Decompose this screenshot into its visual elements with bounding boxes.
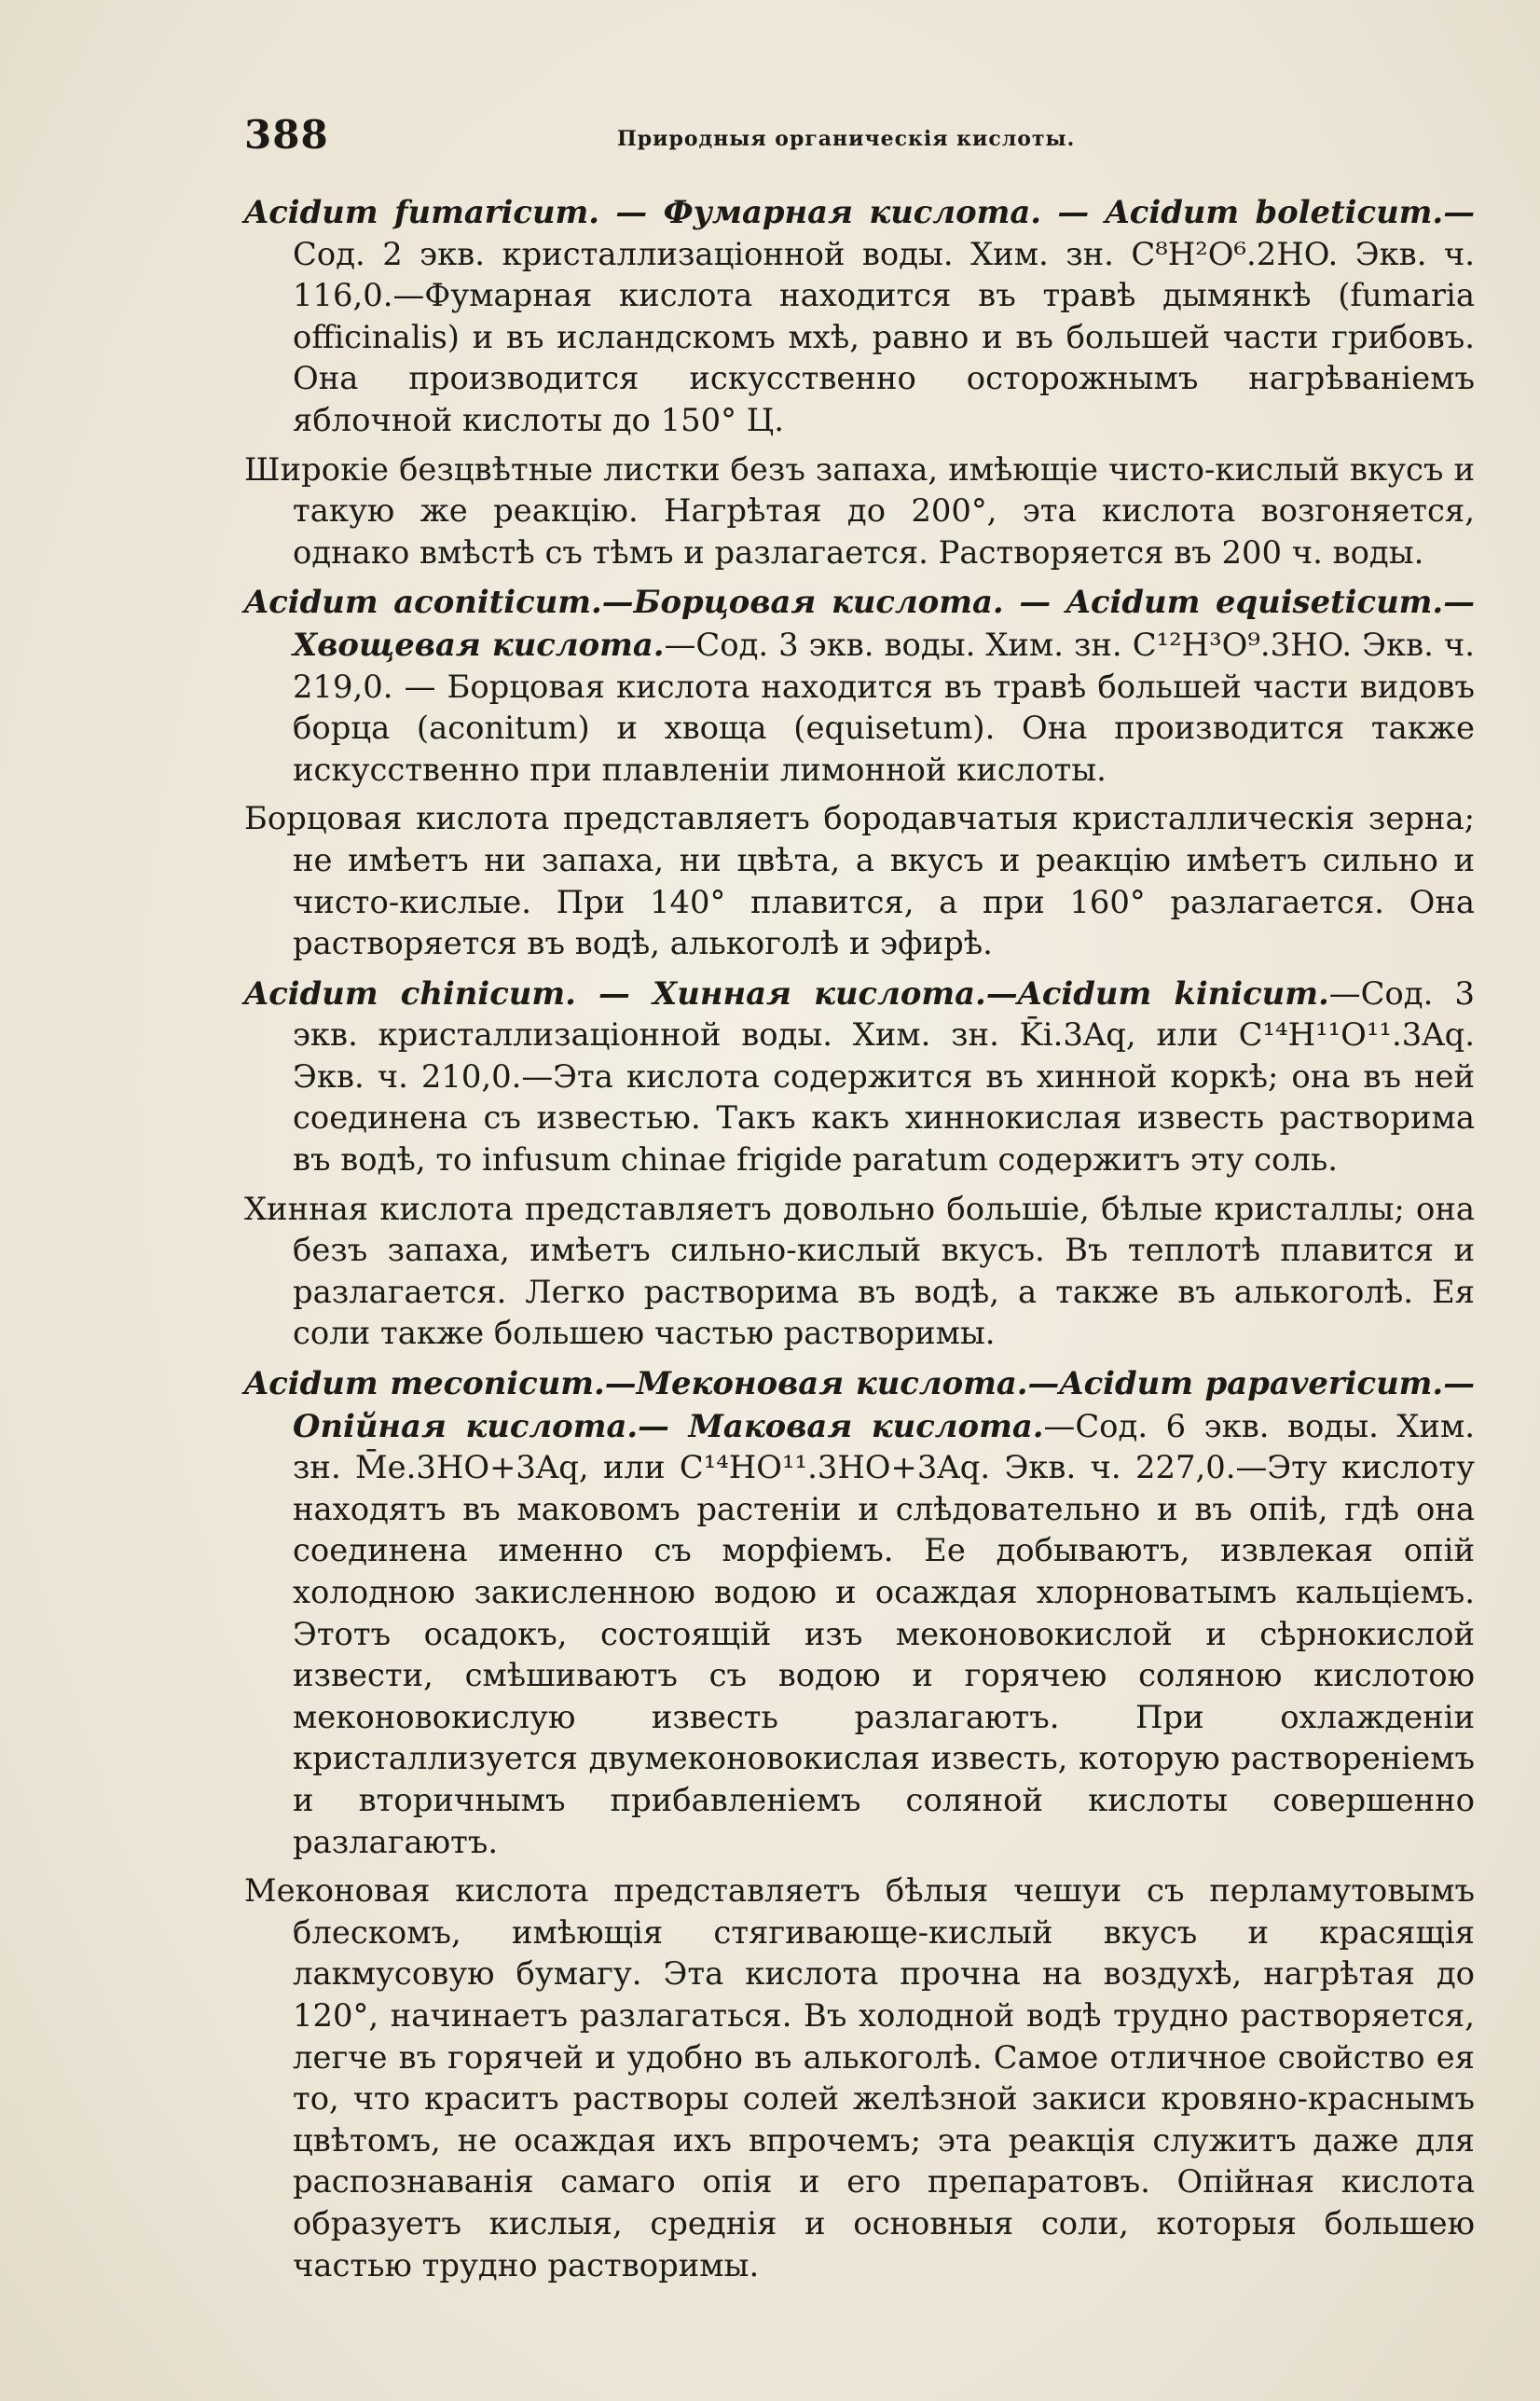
entry-heading: Acidum meconicum.—Меконовая кислота.—Acidum papavericum.— Опійная кислота.— Маковая кислота.	[244, 1364, 1475, 1444]
page-header	[244, 112, 1447, 168]
entry-description: Хинная кислота представляетъ довольно большіе, бѣлые кристаллы; она безъ запаха, имѣетъ сильно-кислый вкусъ. Въ теплотѣ плавится и разлагается. Легко растворима въ водѣ, а также въ алькоголѣ. Ея соли также большею частью растворимы.	[244, 1190, 1475, 1352]
entry-fumaric	[244, 191, 1475, 442]
page-number: 388	[244, 112, 329, 158]
entry-heading: Acidum aconiticum.—Борцовая кислота. — Acidum equiseticum.— Хвощевая кислота.	[244, 583, 1475, 663]
entry-description: Борцовая кислота представляетъ бородавчатыя кристаллическія зерна; не имѣетъ ни запаха, ни цвѣта, а вкусъ и реакцію имѣетъ сильно и чисто-кислые. При 140° плавится, а при 160° разлагается. Она растворяется въ водѣ, алькоголѣ и эфирѣ.	[244, 800, 1475, 962]
entry-text: —Сод. 3 экв. воды. Хим. зн. C¹²H³O⁹.3HO. Экв. ч. 219,0. — Борцовая кислота находится въ травѣ большей части видовъ борца (aconitum) и хвоща (equisetum). Она производится также искусственно при плавленіи лимонной кислоты.	[293, 626, 1475, 788]
entry-description: Широкіе безцвѣтные листки безъ запаха, имѣющіе чисто-кислый вкусъ и такую же реакцію. Нагрѣтая до 200°, эта кислота возгоняется, однако вмѣстѣ съ тѣмъ и разлагается. Растворяется въ 200 ч. воды.	[244, 450, 1475, 571]
entry-heading: Acidum chinicum. — Хинная кислота.—Acidum kinicum.	[244, 973, 1329, 1012]
entry-description: Меконовая кислота представляетъ бѣлыя чешуи съ перламутовымъ блескомъ, имѣющія стягивающе-кислый вкусъ и красящія лакмусовую бумагу. Эта кислота прочна на воздухѣ, нагрѣтая до 120°, начинаетъ разлагаться. Въ холодной водѣ трудно растворяется, легче въ горячей и удобно въ алькоголѣ. Самое отличное свойство ея то, что краситъ растворы солей желѣзной закиси кровяно-краснымъ цвѣтомъ, не осаждая ихъ впрочемъ; эта реакція служитъ даже для распознаванія самаго опія и его препаратовъ. Опійная кислота образуетъ кислыя, среднія и основныя соли, которыя большею частью трудно растворимы.	[244, 1872, 1475, 2284]
body-text	[244, 191, 1475, 2294]
running-head: Природныя органическія кислоты.	[617, 127, 1076, 151]
entry-text: —Сод. 3 экв. кристаллизаціонной воды. Хим. зн. K̄i.3Aq, или C¹⁴H¹¹O¹¹.3Aq. Экв. ч. 210,0.—Эта кислота содержится въ хинной коркѣ; она въ ней соединена съ известью. Такъ какъ хиннокислая известь растворима въ водѣ, то infusum chinae frigide paratum содержитъ эту соль.	[293, 974, 1475, 1179]
entry-aconitic	[244, 581, 1475, 791]
entry-meconic	[244, 1362, 1475, 1863]
entry-heading: Acidum fumaricum. — Фумарная кислота. — Acidum boleticum.—	[244, 193, 1475, 230]
entry-chinic	[244, 973, 1475, 1181]
entry-text: —Сод. 6 экв. воды. Хим. зн. M̄e.3HO+3Aq, или C¹⁴HO¹¹.3HO+3Aq. Экв. ч. 227,0.—Эту кислоту находятъ въ маковомъ растеніи и слѣдовательно и въ опіѣ, гдѣ она соединена именно съ морфіемъ. Ее добываютъ, извлекая опій холодною закисленною водою и осаждая хлорноватымъ кальціемъ. Этотъ осадокъ, состоящій изъ меконовокислой и сѣрнокислой извести, смѣшиваютъ съ водою и горячею соляною кислотою меконовокислую известь разлагаютъ. При охлажденіи кристаллизуется двумеконовокислая известь, которую раствореніемъ и вторичнымъ прибавленіемъ соляной кислоты совершенно разлагаютъ.	[293, 1407, 1475, 1860]
entry-text: Сод. 2 экв. кристаллизаціонной воды. Хим. зн. C⁸H²O⁶.2HO. Экв. ч. 116,0.—Фумарная кислота находится въ травѣ дымянкѣ (fumaria officinalis) и въ исландскомъ мхѣ, равно и въ большей части грибовъ. Она производится искусственно осторожнымъ нагрѣваніемъ яблочной кислоты до 150° Ц.	[293, 235, 1475, 438]
